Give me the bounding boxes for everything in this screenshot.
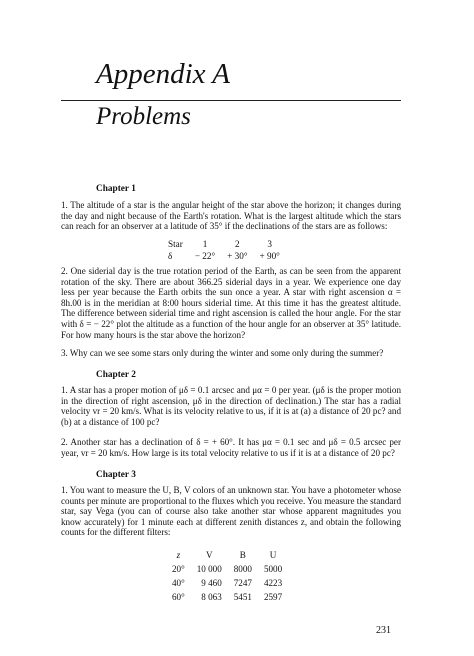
table-cell: + 90° — [259, 251, 280, 261]
section-title: Problems — [96, 103, 191, 130]
problem-text: 1. A star has a proper motion of μδ = 0.1 arcsec and μα = 0 per year. (μδ is the proper motion in the direction of right ascension, μδ in the direction of declination.) The star has a radial velocity vr = 20 km/s. What is its velocity relative to us, if it is at (a) a distance of 20 pc? and (b) at a distance of 100 pc? — [61, 385, 401, 427]
table-cell: − 22° — [194, 251, 216, 261]
chapter-2-problem-1 — [61, 385, 401, 427]
title-rule — [61, 100, 401, 101]
table-cell: Star — [168, 239, 183, 249]
filter-counts-table — [166, 548, 288, 604]
table-cell: 2597 — [263, 592, 283, 602]
problem-text: 2. One siderial day is the true rotation period of the Earth, as can be seen from the apparent rotation of the sky. There are about 366.25 siderial days in a year. We experience one day less per year because the Earth orbits the sun once a year. A star with right ascension α = 8h.00 is in the meridian at 8:00 hours siderial time. At this time it has the greatest altitude. The difference between siderial time and right ascension is called the hour angle. For the star with δ = − 22° plot the altitude as a function of the hour angle for an observer at 35° latitude. For how many hours is the star above the horizon? — [61, 266, 401, 340]
chapter-2-heading: Chapter 2 — [96, 370, 136, 380]
table-cell: 1 — [202, 239, 208, 249]
chapter-3-problem-1 — [61, 485, 401, 538]
table-cell: 10 000 — [196, 564, 222, 574]
declination-table — [168, 238, 286, 262]
column-header: B — [239, 550, 246, 560]
table-cell: 8 063 — [201, 592, 222, 602]
table-header-row — [166, 548, 288, 562]
table-row — [166, 576, 288, 590]
table-cell: 5000 — [263, 564, 283, 574]
column-header: V — [205, 550, 213, 560]
table-cell: 60° — [172, 592, 185, 602]
chapter-1-problem-3 — [61, 348, 401, 359]
page-number: 231 — [376, 625, 391, 636]
chapter-1-problem-2 — [61, 266, 401, 340]
problem-text: 2. Another star has a declination of δ = + 60°. It has μα = 0.1 sec and μδ = 0.5 arcsec per year, vr = 20 km/s. How large is its total velocity relative to us if it is at a distance of 20 pc? — [61, 437, 401, 458]
appendix-title: Appendix A — [96, 58, 230, 90]
problem-text: 1. You want to measure the U, B, V colors of an unknown star. You have a photometer whose counts per minute are proportional to the fluxes which you receive. You measure the standard star, say Vega (you can of course also take another star whose apparent magnitudes you know accurately) for 1 minute each at different zenith distances z, and obtain the following counts for the different filters: — [61, 485, 401, 538]
chapter-1-problem-1 — [61, 200, 401, 232]
table-cell: δ — [168, 251, 173, 261]
table-row — [166, 562, 288, 576]
problem-text: 3. Why can we see some stars only during the winter and some only during the summer? — [61, 348, 384, 358]
table-cell: + 30° — [227, 251, 248, 261]
chapter-2-problem-2 — [61, 437, 401, 458]
table-cell: 7247 — [233, 578, 252, 588]
table-row — [168, 238, 286, 250]
problem-text: 1. The altitude of a star is the angular height of the star above the horizon; it changes during the day and night because of the Earth's rotation. What is the largest altitude which the stars can reach for an observer at a latitude of 35° if the declinations of the stars are as follows: — [61, 200, 401, 232]
column-header: U — [269, 550, 277, 560]
table-cell: 8000 — [233, 564, 252, 574]
table-cell: 3 — [267, 239, 272, 249]
table-cell: 40° — [172, 578, 185, 588]
table-cell: 20° — [172, 564, 185, 574]
table-cell: 2 — [235, 239, 240, 249]
chapter-1-heading: Chapter 1 — [96, 184, 136, 194]
table-cell: 9 460 — [201, 578, 222, 588]
column-header: z — [176, 550, 181, 560]
table-cell: 4223 — [263, 578, 283, 588]
chapter-3-heading: Chapter 3 — [96, 470, 136, 480]
table-row — [168, 250, 286, 262]
table-cell: 5451 — [233, 592, 252, 602]
table-row — [166, 590, 288, 604]
